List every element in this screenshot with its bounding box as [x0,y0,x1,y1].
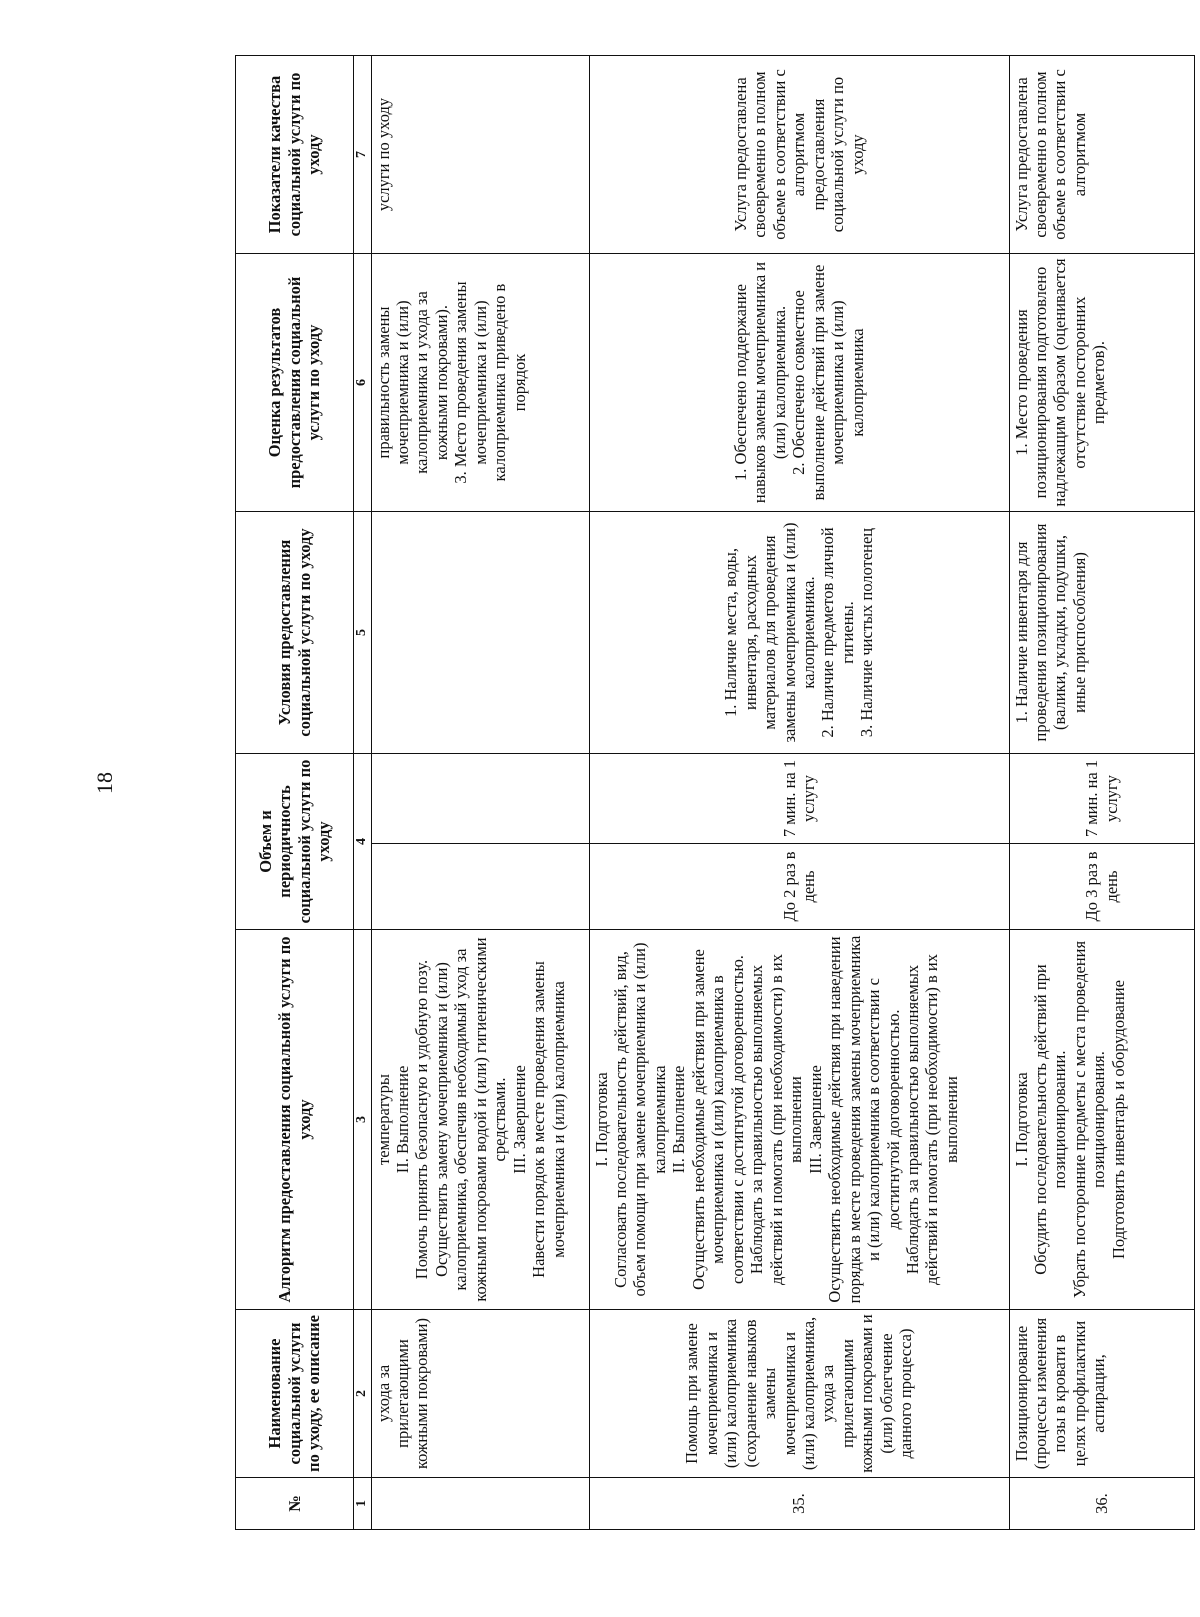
frequency-cell [371,844,589,930]
evaluation-line: 1. Обеспечено поддержание навыков замены мочеприемника и (или) калоприемника. [730,261,789,504]
quality-cell: услуги по уходу [371,56,589,254]
conditions-line: 2. Наличие предметов личной гигиены. [818,527,857,738]
volume-cell: 7 мин. на 1 услугу [589,754,1009,844]
column-number: 7 [354,56,372,254]
column-number: 2 [354,1310,372,1478]
conditions-line: 1. Наличие места, воды, инвентаря, расходных материалов для проведения замены мочеприемника и (или) калоприемника. [721,522,819,743]
column-number-row [354,56,372,1530]
header-conditions: Условия предоставления социальной услуги по уходу [236,512,354,754]
algorithm-line: Осуществить необходимые действия при замене мочеприемника и (или) калоприемника в соответствии с достигнутой договоренностью. [688,949,747,1290]
header-evaluation: Оценка результатов предоставления социальной услуги по уходу [236,254,354,512]
algorithm-line: III. Завершение [805,1065,825,1174]
service-name-cell: Позиционирование (процессы изменения позы в кровати в целях профилактики аспирации, [1009,1310,1194,1478]
row-number-cell: 35. [589,1478,1009,1530]
evaluation-line: 2. Обеспечено совместное выполнение действий при замене мочеприемника и (или) калоприемника [789,264,867,501]
frequency-cell: До 3 раз в день [1009,844,1194,930]
conditions-cell [371,512,589,754]
algorithm-line: Осуществить необходимые действия при наведении порядка в месте проведения замены мочеприемника и (или) калоприемника в соответствии с достигнутой договоренностью. [825,935,903,1304]
algorithm-line: III. Завершение [509,1065,529,1174]
evaluation-cell [589,254,1009,512]
algorithm-line: Осуществить замену мочеприемника и (или) калоприемника, обеспечив необходимый уход за кожными покровами водой и (или) гигиеническими средствами. [431,937,510,1302]
algorithm-line: Согласовать последовательность действий, вид, объем помощи при замене мочеприемника и (или) калоприемника [610,942,669,1297]
algorithm-line: Наблюдать за правильностью выполняемых действий и помогать (при необходимости) в их выполнении [903,954,961,1285]
algorithm-line: Наблюдать за правильностью выполняемых действий и помогать (при необходимости) в их выполнении [747,954,806,1285]
header-number: № [236,1478,354,1530]
column-number: 6 [354,254,372,512]
column-number: 1 [354,1478,372,1530]
header-quality: Показатели качества социальной услуги по уходу [236,56,354,254]
algorithm-line: температуры [373,1074,393,1165]
table-row-35 [589,56,1009,1530]
row-number-cell [371,1478,589,1530]
header-name: Наименование социальной услуги по уходу, ее описание [236,1310,354,1478]
header-row [236,56,354,1530]
column-number: 4 [354,754,372,930]
evaluation-line: 3. Место проведения замены мочеприемника и (или) калоприемника приведено в порядок [451,281,529,484]
algorithm-line: Обсудить последовательность действий при позиционировании. [1030,964,1070,1275]
table-row-36 [1009,56,1194,1530]
services-table [235,55,1195,1530]
header-algorithm: Алгоритм предоставления социальной услуги по уходу [236,930,354,1310]
algorithm-line: Убрать посторонние предметы с места проведения позиционирования. [1069,940,1109,1299]
conditions-cell [589,512,1009,754]
volume-cell: 7 мин. на 1 услугу [1009,754,1194,844]
algorithm-cell [1009,930,1194,1310]
column-number: 3 [354,930,372,1310]
row-number-cell: 36. [1009,1478,1194,1530]
algorithm-line: Помочь принять безопасную и удобную позу. [412,959,432,1280]
algorithm-line: I. Подготовка [1011,1072,1031,1167]
algorithm-line: Навести порядок в месте проведения замены мочеприемника и (или) калоприемника [529,961,568,1278]
algorithm-cell [371,930,589,1310]
volume-cell [371,754,589,844]
evaluation-line: 1. Место проведения позиционирования подготовлено надлежащим образом (оценивается отсутствие посторонних предметов). [1011,258,1109,507]
header-volume: Объем и периодичность социальной услуги по уходу [236,754,354,930]
service-name-cell: ухода за прилегающими кожными покровами) [371,1310,589,1478]
column-number: 5 [354,512,372,754]
page-number: 18 [92,772,117,794]
algorithm-line: II. Выполнение [392,1065,412,1174]
quality-cell: Услуга предоставлена своевременно в полном объеме в соответствии с алгоритмом предоставления социальной услуги по уходу [589,56,1009,254]
conditions-cell [1009,512,1194,754]
algorithm-line: I. Подготовка [591,1072,611,1167]
algorithm-cell [589,930,1009,1310]
service-name-cell: Помощь при замене мочеприемника и (или) калоприемника (сохранение навыков замены мочеприемника и (или) калоприемника, ухода за прилегающими кожными покровами и (или) облегчение данного процесса) [589,1310,1009,1478]
frequency-cell: До 2 раз в день [589,844,1009,930]
evaluation-cell [371,254,589,512]
conditions-line: 1. Наличие инвентаря для проведения позиционирования (валики, укладки, подушки, иные приспособления) [1011,523,1089,742]
conditions-line: 3. Наличие чистых полотенец [857,527,877,738]
algorithm-line: II. Выполнение [669,1065,689,1174]
rotated-table-container [235,56,1195,1530]
evaluation-cell [1009,254,1194,512]
table-row-continued [371,56,589,1530]
algorithm-line: Подготовить инвентарь и оборудование [1108,980,1128,1259]
quality-cell: Услуга предоставлена своевременно в полном объеме в соответствии с алгоритмом [1009,56,1194,254]
evaluation-line: правильность замены мочеприемника и (или) калоприемника и ухода за кожными покровами). [373,291,451,474]
